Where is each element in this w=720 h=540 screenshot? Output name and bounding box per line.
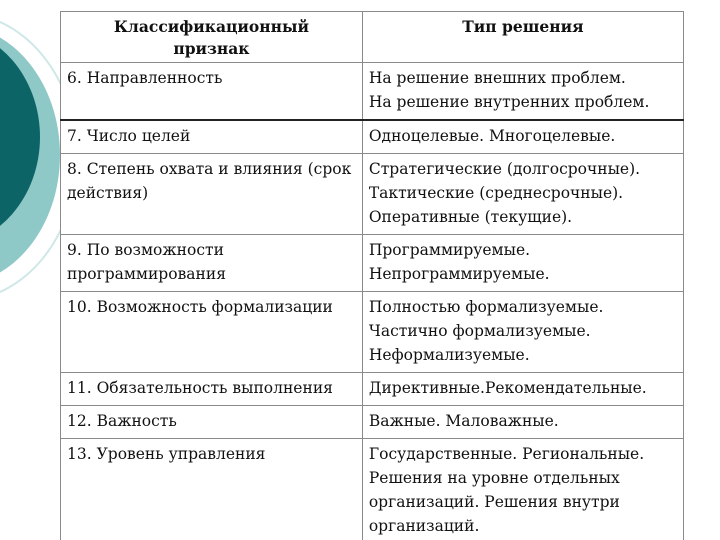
criterion-cell: 10. Возможность формализации bbox=[61, 292, 363, 373]
decision-type-cell: Одноцелевые. Многоцелевые. bbox=[362, 120, 683, 154]
criterion-cell: 6. Направленность bbox=[61, 63, 363, 121]
decision-type-cell: Важные. Маловажные. bbox=[362, 406, 683, 439]
header-decision-type: Тип решения bbox=[362, 12, 683, 63]
decision-classification-table bbox=[60, 11, 684, 540]
table-row bbox=[61, 154, 684, 235]
decision-type-cell: Полностью формализуемые. Частично формализуемые. Неформализуемые. bbox=[362, 292, 683, 373]
criterion-cell: 11. Обязательность выполнения bbox=[61, 373, 363, 406]
decision-type-cell: Директивные.Рекомендательные. bbox=[362, 373, 683, 406]
table-row bbox=[61, 373, 684, 406]
decision-type-cell: Стратегические (долгосрочные). Тактические (среднесрочные). Оперативные (текущие). bbox=[362, 154, 683, 235]
criterion-cell: 12. Важность bbox=[61, 406, 363, 439]
table-row bbox=[61, 439, 684, 540]
table-row bbox=[61, 63, 684, 121]
decision-type-cell: Государственные. Региональные. Решения на уровне отдельных организаций. Решения внутри организаций. bbox=[362, 439, 683, 540]
criterion-cell: 13. Уровень управления bbox=[61, 439, 363, 540]
criterion-cell: 9. По возможности программирования bbox=[61, 235, 363, 292]
decision-type-cell: Программируемые. Непрограммируемые. bbox=[362, 235, 683, 292]
table-row bbox=[61, 235, 684, 292]
criterion-cell: 7. Число целей bbox=[61, 120, 363, 154]
table-header-row bbox=[61, 12, 684, 63]
header-criterion: Классификационный признак bbox=[61, 12, 363, 63]
table-row bbox=[61, 292, 684, 373]
decision-type-cell: На решение внешних проблем. На решение внутренних проблем. bbox=[362, 63, 683, 121]
table-row bbox=[61, 120, 684, 154]
table-row bbox=[61, 406, 684, 439]
criterion-cell: 8. Степень охвата и влияния (срок действия) bbox=[61, 154, 363, 235]
